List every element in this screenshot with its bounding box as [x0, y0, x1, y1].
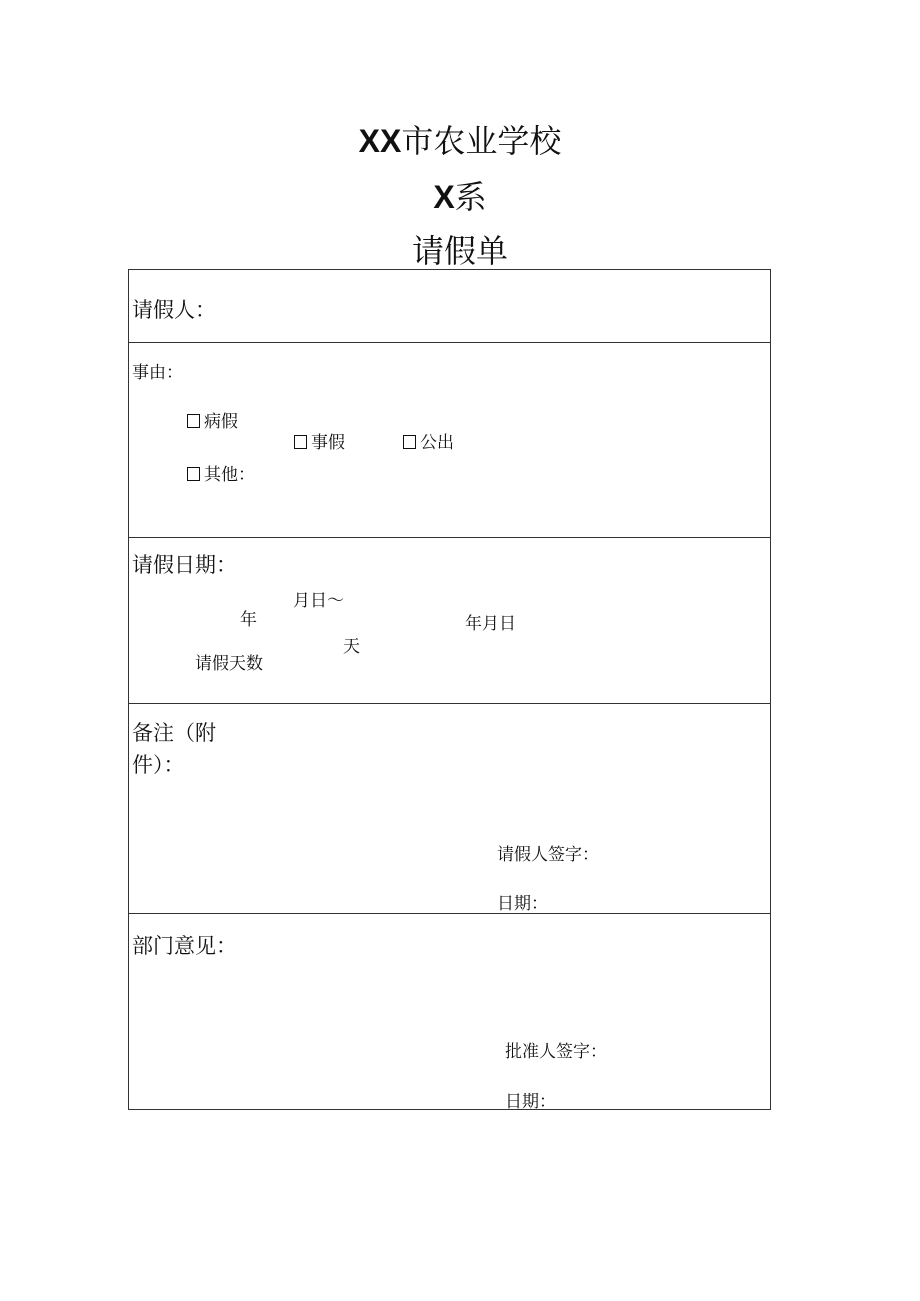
- leave-dates-label: 请假日期：: [132, 553, 237, 577]
- school-title: [0, 116, 920, 162]
- remarks-label-line1: 备注（附: [132, 721, 216, 745]
- reason-label: 事由：: [132, 363, 183, 383]
- department-title: [0, 172, 920, 218]
- department-opinion-section: [129, 913, 770, 1110]
- applicant-signature-label: 请假人签字：: [497, 845, 599, 865]
- department-name: 系: [454, 178, 487, 216]
- department-opinion-label: 部门意见：: [132, 934, 237, 958]
- remarks-label-line2: 件）：: [132, 753, 185, 777]
- option-other-label: 其他：: [204, 465, 255, 485]
- approver-signature-date: 日期：: [505, 1092, 556, 1112]
- option-personal-leave[interactable]: [294, 428, 345, 453]
- applicant-signature-date: 日期：: [497, 894, 548, 914]
- checkbox-icon[interactable]: [187, 467, 200, 481]
- checkbox-icon[interactable]: [294, 435, 307, 449]
- checkbox-icon[interactable]: [187, 414, 200, 428]
- start-year[interactable]: 年: [240, 610, 257, 630]
- reason-section: [129, 342, 770, 538]
- applicant-section[interactable]: [129, 270, 770, 343]
- department-prefix: X: [433, 179, 455, 215]
- school-prefix: XX: [358, 123, 402, 159]
- option-sick-label: 病假: [204, 412, 238, 432]
- option-other[interactable]: [187, 460, 255, 485]
- remarks-section: [129, 703, 770, 914]
- applicant-label: 请假人：: [132, 298, 216, 322]
- end-year-month-day[interactable]: 年月日: [465, 614, 516, 634]
- option-personal-label: 事假: [311, 433, 345, 453]
- option-business-label: 公出: [420, 433, 454, 453]
- checkbox-icon[interactable]: [403, 435, 416, 449]
- leave-dates-section: [129, 537, 770, 704]
- form-title: 请假单: [411, 232, 508, 270]
- month-day-tilde[interactable]: 月日～: [293, 591, 344, 611]
- option-business-trip[interactable]: [403, 428, 454, 453]
- leave-form: [128, 269, 771, 1110]
- approver-signature-label: 批准人签字：: [505, 1042, 607, 1062]
- school-name: 市农业学校: [401, 122, 562, 160]
- day-unit: 天: [343, 637, 360, 657]
- leave-days-label: 请假天数: [195, 654, 263, 674]
- option-sick-leave[interactable]: [187, 407, 238, 432]
